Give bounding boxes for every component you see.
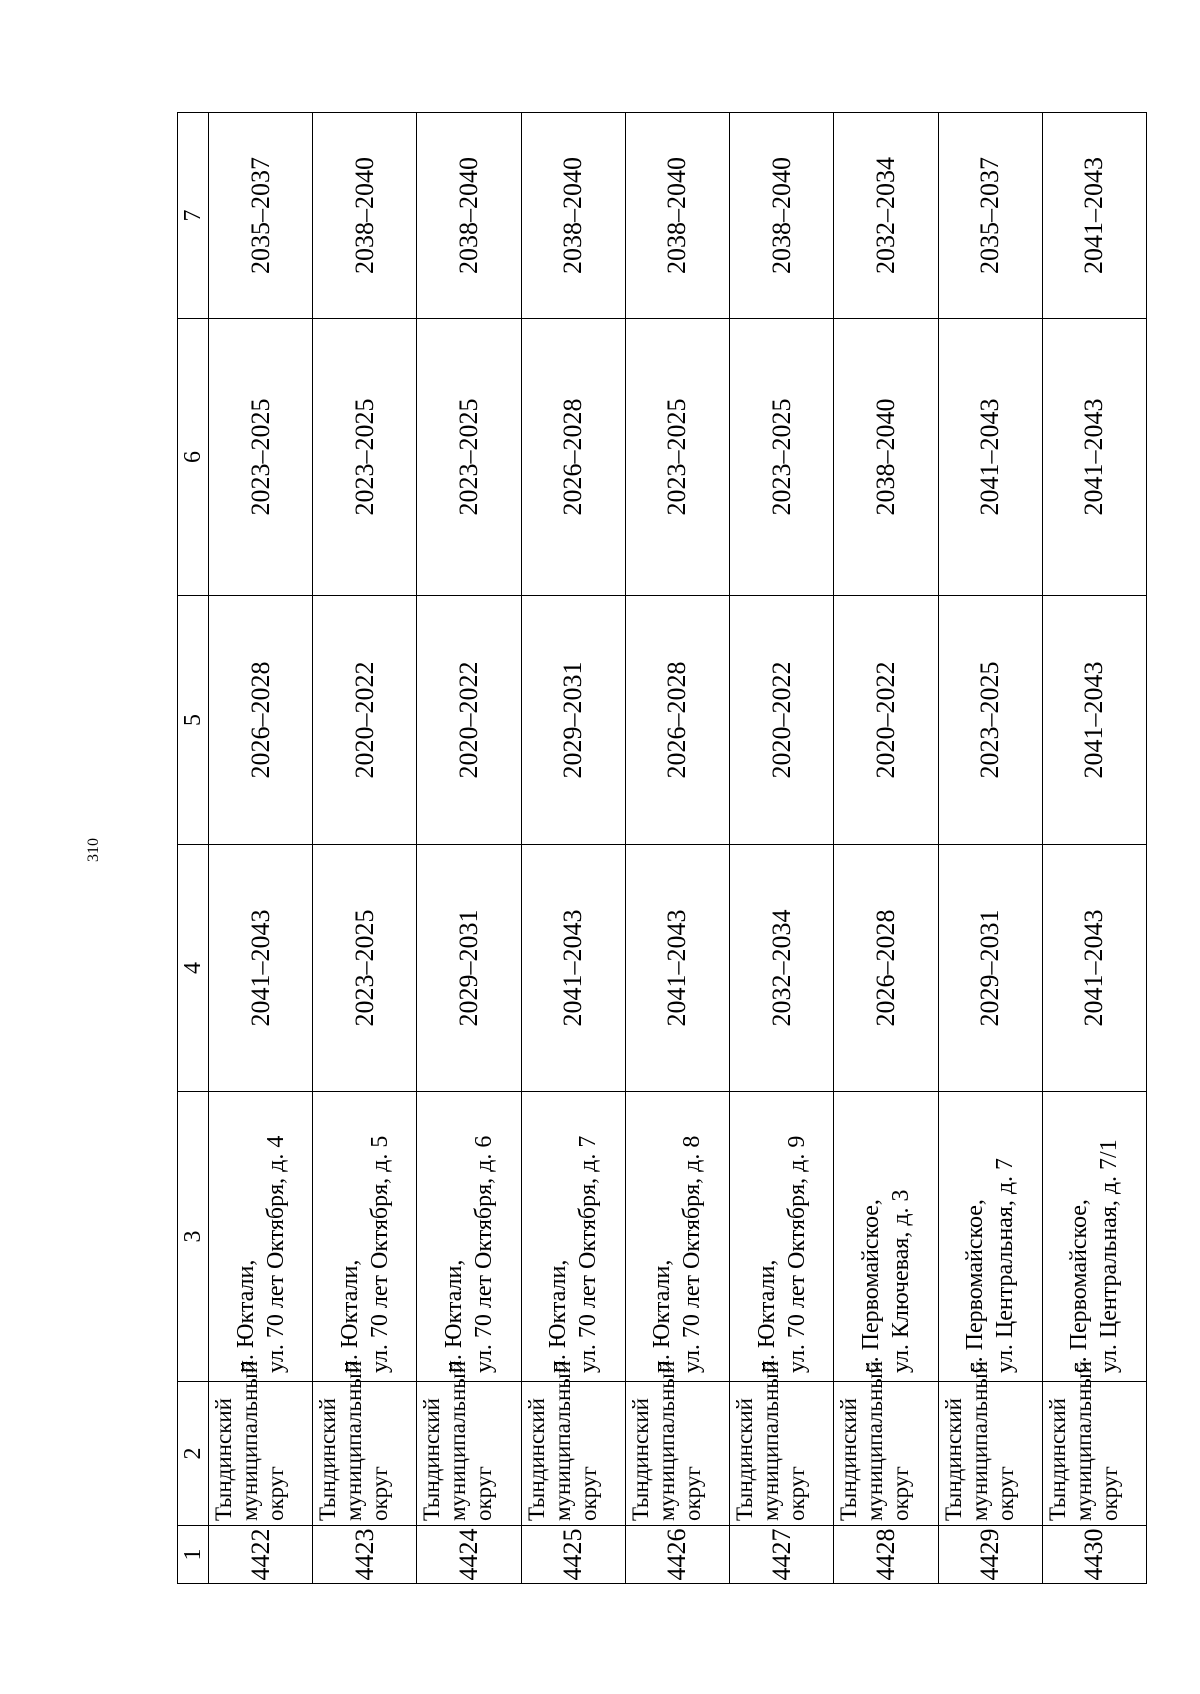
municipality-line: округ (263, 1466, 288, 1521)
period-cell-c4: 2041–2043 (1042, 845, 1146, 1092)
municipality-cell (1042, 1360, 1146, 1526)
row-number-cell: 4429 (938, 1526, 1042, 1584)
period-cell-c7: 2038–2040 (625, 113, 729, 319)
period-cell-c4: 2041–2043 (209, 845, 313, 1092)
row-number-cell: 4427 (730, 1526, 834, 1584)
municipality-line: округ (471, 1466, 497, 1521)
municipality-line: округ (575, 1466, 601, 1521)
period-cell-c5: 2020–2022 (417, 596, 521, 845)
header-cell: 7 (178, 113, 209, 319)
municipality-line: Тындинский (211, 1398, 236, 1521)
period-cell-c5: 2026–2028 (209, 596, 313, 845)
municipality-line: Тындинский (836, 1398, 862, 1521)
municipality-cell (834, 1360, 938, 1526)
table-row (938, 113, 1042, 1584)
period-cell-c4: 2023–2025 (313, 845, 417, 1092)
municipality-line: Тындинский (315, 1398, 341, 1521)
address-cell (730, 1092, 834, 1382)
municipality-line: муниципальный (1070, 1360, 1096, 1521)
page-number: 310 (85, 838, 102, 862)
address-line: ул. 70 лет Октября, д. 9 (783, 1135, 810, 1373)
table-row (209, 113, 313, 1584)
municipality-line: округ (367, 1466, 393, 1521)
period-cell-c6: 2041–2043 (938, 319, 1042, 596)
period-cell-c7: 2038–2040 (313, 113, 417, 319)
municipality-cell (521, 1360, 625, 1526)
period-cell-c5: 2020–2022 (313, 596, 417, 845)
municipality-line: муниципальный (862, 1360, 888, 1521)
header-cell: 3 (178, 1092, 209, 1382)
period-cell-c7: 2041–2043 (1042, 113, 1146, 319)
address-line: ул. 70 лет Октября, д. 4 (262, 1135, 289, 1373)
table-body (209, 113, 1147, 1584)
municipality-line: округ (679, 1466, 705, 1521)
row-number-cell: 4425 (521, 1526, 625, 1584)
municipality-line: Тындинский (1044, 1398, 1070, 1521)
address-line: с. Первомайское, (962, 1199, 989, 1373)
period-cell-c4: 2029–2031 (938, 845, 1042, 1092)
period-cell-c6: 2041–2043 (1042, 319, 1146, 596)
period-cell-c5: 2020–2022 (834, 596, 938, 845)
address-cell (1042, 1092, 1146, 1382)
address-cell (313, 1092, 417, 1382)
period-cell-c6: 2038–2040 (834, 319, 938, 596)
municipality-line: округ (888, 1466, 914, 1521)
table-row (625, 113, 729, 1584)
municipality-cell (625, 1360, 729, 1526)
period-cell-c6: 2023–2025 (313, 319, 417, 596)
period-cell-c7: 2035–2037 (209, 113, 313, 319)
period-cell-c6: 2023–2025 (625, 319, 729, 596)
period-cell-c4: 2041–2043 (521, 845, 625, 1092)
period-cell-c4: 2026–2028 (834, 845, 938, 1092)
address-line: п. Юктали, (336, 1259, 363, 1373)
municipality-line: муниципальный (758, 1360, 784, 1521)
address-line: п. Юктали, (753, 1259, 780, 1373)
period-cell-c5: 2023–2025 (938, 596, 1042, 845)
period-cell-c5: 2029–2031 (521, 596, 625, 845)
schedule-table-area (177, 113, 1147, 1584)
period-cell-c6: 2023–2025 (417, 319, 521, 596)
row-number-cell: 4430 (1042, 1526, 1146, 1584)
table-row (1042, 113, 1146, 1584)
period-cell-c7: 2038–2040 (730, 113, 834, 319)
schedule-table (177, 112, 1147, 1584)
row-number-cell: 4422 (209, 1526, 313, 1584)
period-cell-c6: 2023–2025 (209, 319, 313, 596)
address-line: с. Первомайское, (857, 1199, 884, 1373)
municipality-line: Тындинский (419, 1398, 445, 1521)
address-line: ул. 70 лет Октября, д. 6 (471, 1135, 498, 1373)
table-row (730, 113, 834, 1584)
header-cell: 2 (178, 1382, 209, 1526)
municipality-cell (417, 1360, 521, 1526)
address-line: с. Первомайское, (1066, 1199, 1093, 1373)
period-cell-c5: 2020–2022 (730, 596, 834, 845)
header-cell: 4 (178, 845, 209, 1092)
address-cell (938, 1092, 1042, 1382)
address-line: ул. Центральная, д. 7/1 (1096, 1139, 1123, 1373)
header-cell: 5 (178, 596, 209, 845)
row-number-cell: 4423 (313, 1526, 417, 1584)
municipality-cell (938, 1360, 1042, 1526)
address-line: п. Юктали, (441, 1259, 468, 1373)
address-cell (417, 1092, 521, 1382)
period-cell-c4: 2041–2043 (625, 845, 729, 1092)
row-number-cell: 4426 (625, 1526, 729, 1584)
address-line: ул. Центральная, д. 7 (992, 1157, 1019, 1373)
header-cell: 6 (178, 319, 209, 596)
period-cell-c7: 2038–2040 (521, 113, 625, 319)
municipality-line: муниципальный (549, 1360, 575, 1521)
municipality-line: муниципальный (237, 1360, 262, 1521)
address-line: ул. 70 лет Октября, д. 5 (366, 1135, 393, 1373)
municipality-line: округ (1096, 1466, 1122, 1521)
municipality-cell (313, 1360, 417, 1526)
municipality-cell (209, 1360, 313, 1526)
period-cell-c7: 2032–2034 (834, 113, 938, 319)
municipality-line: муниципальный (341, 1360, 367, 1521)
table-row (521, 113, 625, 1584)
municipality-line: округ (784, 1466, 810, 1521)
period-cell-c7: 2035–2037 (938, 113, 1042, 319)
address-line: п. Юктали, (545, 1259, 572, 1373)
rotated-table-container (177, 113, 1147, 1584)
address-cell (625, 1092, 729, 1382)
address-cell (521, 1092, 625, 1382)
municipality-line: муниципальный (966, 1360, 992, 1521)
municipality-line: округ (992, 1466, 1018, 1521)
period-cell-c5: 2026–2028 (625, 596, 729, 845)
address-line: ул. Ключевая, д. 3 (887, 1189, 914, 1373)
row-number-cell: 4428 (834, 1526, 938, 1584)
table-row (417, 113, 521, 1584)
municipality-cell (730, 1360, 834, 1526)
period-cell-c4: 2032–2034 (730, 845, 834, 1092)
table-row (313, 113, 417, 1584)
municipality-line: муниципальный (445, 1360, 471, 1521)
period-cell-c4: 2029–2031 (417, 845, 521, 1092)
municipality-line: Тындинский (940, 1398, 966, 1521)
table-row (834, 113, 938, 1584)
municipality-line: Тындинский (523, 1398, 549, 1521)
address-cell (209, 1092, 313, 1382)
address-cell (834, 1092, 938, 1382)
address-line: ул. 70 лет Октября, д. 7 (575, 1135, 602, 1373)
address-line: ул. 70 лет Октября, д. 8 (679, 1135, 706, 1373)
address-line: п. Юктали, (232, 1259, 259, 1373)
period-cell-c5: 2041–2043 (1042, 596, 1146, 845)
period-cell-c6: 2026–2028 (521, 319, 625, 596)
period-cell-c6: 2023–2025 (730, 319, 834, 596)
header-cell: 1 (178, 1526, 209, 1584)
period-cell-c7: 2038–2040 (417, 113, 521, 319)
address-line: п. Юктали, (649, 1259, 676, 1373)
header-row (178, 113, 209, 1584)
municipality-line: Тындинский (732, 1398, 758, 1521)
municipality-line: Тындинский (627, 1398, 653, 1521)
municipality-line: муниципальный (653, 1360, 679, 1521)
row-number-cell: 4424 (417, 1526, 521, 1584)
